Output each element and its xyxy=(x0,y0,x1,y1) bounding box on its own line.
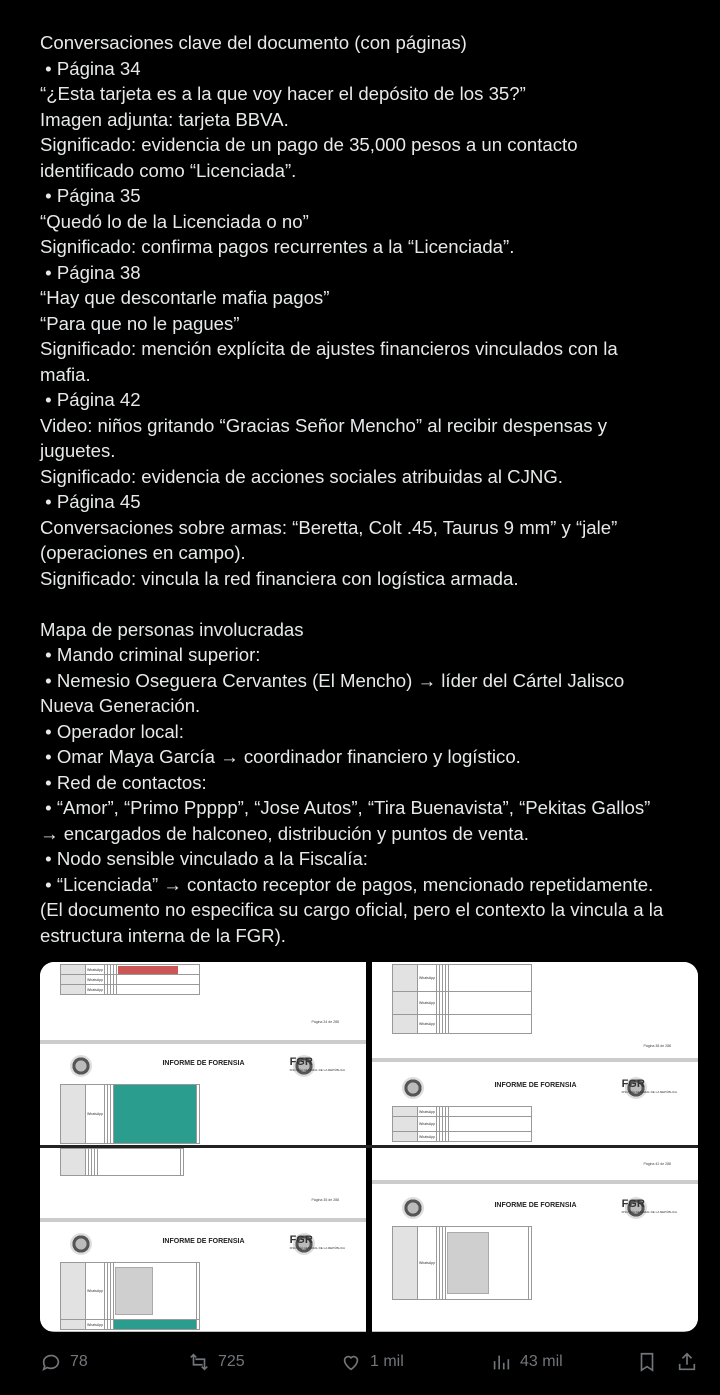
post-line: Significado: mención explícita de ajustes financieros vinculados con la xyxy=(40,338,618,359)
report-header xyxy=(48,1224,359,1264)
doc-cell: WhatsApp xyxy=(418,1227,437,1300)
doc-cell: WhatsApp xyxy=(418,1117,437,1132)
gallery-image-page-42-43[interactable] xyxy=(372,1148,698,1331)
post-line: “Para que no le pagues” xyxy=(40,312,240,334)
fgr-logo: FGR FISCALÍA GENERAL DE LA REPÚBLICA xyxy=(289,1234,345,1250)
share-icon xyxy=(676,1351,698,1373)
post-line: Significado: evidencia de acciones sociales atribuidas al CJNG. xyxy=(40,465,563,487)
doc-cell: WhatsApp xyxy=(418,1107,437,1117)
post-line: Conversaciones clave del documento (con páginas) xyxy=(40,32,467,53)
post-line: • Nemesio Oseguera Cervantes (El Mencho) → líder del Cártel Jalisco xyxy=(40,669,625,691)
share-button[interactable] xyxy=(676,1345,706,1379)
gallery-image-page-35-36[interactable] xyxy=(40,1148,367,1331)
report-header xyxy=(380,1188,691,1228)
doc-cell: WhatsApp xyxy=(418,1132,437,1142)
post-line: Nueva Generación. xyxy=(40,695,201,716)
post-line: Imagen adjunta: tarjeta BBVA. xyxy=(40,108,289,130)
doc-cell: WhatsApp xyxy=(86,1085,105,1144)
doc-cell: WhatsApp xyxy=(418,965,437,992)
doc-cell: WhatsApp xyxy=(86,1263,105,1320)
post-line: • Operador local: xyxy=(40,720,184,742)
repost-button[interactable] xyxy=(188,1345,245,1379)
reply-count: 78 xyxy=(70,1353,88,1370)
fgr-logo: FGR FISCALÍA GENERAL DE LA REPÚBLICA xyxy=(289,1056,345,1072)
post-line: • Página 45 xyxy=(40,491,141,512)
post-line: “Hay que descontarle mafia pagos” xyxy=(40,287,330,308)
doc-table xyxy=(60,1262,200,1330)
gallery-image-page-34-35[interactable] xyxy=(40,962,367,1145)
post-text xyxy=(40,30,700,948)
doc-table xyxy=(392,964,532,1034)
post-line: (operaciones en campo). xyxy=(40,542,246,563)
post-line: identificado como “Licenciada”. xyxy=(40,159,297,181)
gallery-image-page-38-42[interactable] xyxy=(372,962,698,1145)
post-line: • Omar Maya García → coordinador financiero y logístico. xyxy=(40,746,521,767)
repost-count: 725 xyxy=(218,1353,245,1370)
report-title: INFORME DE FORENSIA xyxy=(162,1238,245,1245)
report-title: INFORME DE FORENSIA xyxy=(494,1202,577,1209)
post-line: • Nodo sensible vinculado a la Fiscalía: xyxy=(40,848,368,869)
bookmark-icon xyxy=(636,1351,658,1373)
post-line: → encargados de halconeo, distribución y puntos de venta. xyxy=(40,822,529,844)
post-line: • Mando criminal superior: xyxy=(40,644,261,665)
report-title: INFORME DE FORENSIA xyxy=(494,1082,577,1089)
post-line: mafia. xyxy=(40,363,91,385)
doc-cell: WhatsApp xyxy=(86,975,105,985)
fgr-logo: FGR FISCALÍA GENERAL DE LA REPÚBLICA xyxy=(621,1078,677,1094)
post-line: Significado: confirma pagos recurrentes a la “Licenciada”. xyxy=(40,236,515,257)
post-line: • Página 42 xyxy=(40,389,141,410)
gallery-divider xyxy=(40,1145,698,1148)
image-gallery[interactable] xyxy=(40,962,698,1332)
bookmark-button[interactable] xyxy=(636,1345,666,1379)
doc-cell: WhatsApp xyxy=(86,985,105,995)
page-number: Página 38 de 288 xyxy=(643,1044,671,1048)
post-line: juguetes. xyxy=(40,440,116,461)
like-button[interactable] xyxy=(340,1345,404,1379)
post-line: estructura interna de la FGR). xyxy=(40,924,286,946)
repost-icon xyxy=(188,1351,210,1373)
post-line: Video: niños gritando “Gracias Señor Mencho” al recibir despensas y xyxy=(40,414,608,436)
post-line: “Quedó lo de la Licenciada o no” xyxy=(40,210,309,232)
doc-cell: WhatsApp xyxy=(418,992,437,1015)
views-icon xyxy=(490,1351,512,1373)
doc-table xyxy=(60,1148,184,1176)
doc-cell: WhatsApp xyxy=(86,965,105,975)
fgr-logo: FGR FISCALÍA GENERAL DE LA REPÚBLICA xyxy=(621,1198,677,1214)
report-header xyxy=(48,1046,359,1086)
reply-icon xyxy=(40,1351,62,1373)
views-count: 43 mil xyxy=(520,1353,563,1370)
doc-cell: WhatsApp xyxy=(86,1320,105,1330)
action-bar xyxy=(0,1345,720,1379)
doc-table xyxy=(392,1106,532,1142)
post-line: • Página 34 xyxy=(40,57,141,79)
doc-table xyxy=(392,1226,532,1300)
page-number: Página 34 de 288 xyxy=(311,1020,339,1024)
page-number: Página 42 de 288 xyxy=(643,1162,671,1166)
reply-button[interactable] xyxy=(40,1345,88,1379)
views-button[interactable] xyxy=(490,1345,563,1379)
post-line: (El documento no especifica su cargo oficial, pero el contexto la vincula a la xyxy=(40,899,664,920)
post-line: Conversaciones sobre armas: “Beretta, Colt .45, Taurus 9 mm” y “jale” xyxy=(40,516,618,538)
post-line: Mapa de personas involucradas xyxy=(40,618,304,640)
doc-table xyxy=(60,1084,200,1144)
post-line xyxy=(40,591,700,617)
post-line: Significado: vincula la red financiera con logística armada. xyxy=(40,567,519,589)
post-line: • “Licenciada” → contacto receptor de pagos, mencionado repetidamente. xyxy=(40,873,654,895)
post-line: • Red de contactos: xyxy=(40,771,207,793)
doc-cell: WhatsApp xyxy=(418,1015,437,1034)
post-line: “¿Esta tarjeta es a la que voy hacer el depósito de los 35?” xyxy=(40,83,526,104)
post-line: Significado: evidencia de un pago de 35,000 pesos a un contacto xyxy=(40,134,578,155)
post-line: • “Amor”, “Primo Ppppp”, “Jose Autos”, “Tira Buenavista”, “Pekitas Gallos” xyxy=(40,797,651,818)
report-header xyxy=(380,1068,691,1108)
like-count: 1 mil xyxy=(370,1353,404,1370)
report-title: INFORME DE FORENSIA xyxy=(162,1060,245,1067)
post-line: • Página 35 xyxy=(40,185,141,206)
post-line: • Página 38 xyxy=(40,261,141,283)
page-number: Página 35 de 288 xyxy=(311,1198,339,1202)
doc-table xyxy=(60,964,200,995)
heart-icon xyxy=(340,1351,362,1373)
